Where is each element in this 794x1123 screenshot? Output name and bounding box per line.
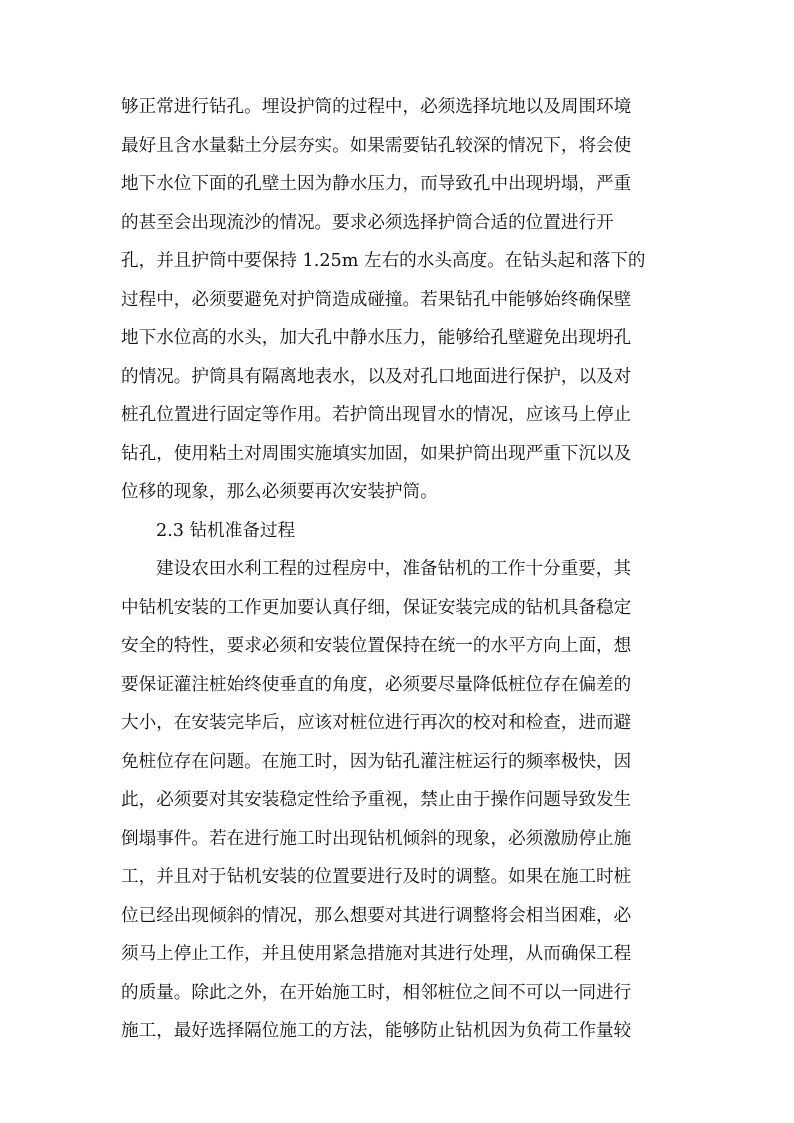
text-line: 地下水位高的水头，加大孔中静水压力，能够给孔壁避免出现坍孔: [121, 328, 632, 348]
text-line: 过程中，必须要避免对护筒造成碰撞。若果钻孔中能够始终确保壁: [121, 289, 632, 310]
text-line: 位已经出现倾斜的情况，那么想要对其进行调整将会相当困难，必: [121, 905, 632, 926]
text-line: 钻孔，使用粘土对周围实施填实加固，如果护筒出现严重下沉以及: [121, 443, 632, 464]
section-heading: 2.3 钻机准备过程: [156, 520, 296, 541]
text-line: 工，并且对于钻机安装的位置要进行及时的调整。如果在施工时桩: [121, 867, 632, 887]
text-line: 须马上停止工作，并且使用紧急措施对其进行处理，从而确保工程: [121, 944, 632, 964]
text-line: 此，必须要对其安装稳定性给予重视，禁止由于操作问题导致发生: [121, 790, 632, 810]
text-line: 地下水位下面的孔壁土因为静水压力，而导致孔中出现坍塌，严重: [121, 174, 632, 194]
text-line: 安全的特性，要求必须和安装位置保持在统一的水平方向上面，想: [121, 636, 632, 656]
text-line: 的情况。护筒具有隔离地表水，以及对孔口地面进行保护，以及对: [121, 366, 632, 387]
text-line: 位移的现象，那么必须要再次安装护筒。: [121, 482, 438, 502]
text-line: 要保证灌注桩始终使垂直的角度，必须要尽量降低桩位存在偏差的: [121, 674, 632, 695]
text-line: 最好且含水量黏土分层夯实。如果需要钻孔较深的情况下，将会使: [121, 135, 632, 156]
text-line: 免桩位存在问题。在施工时，因为钻孔灌注桩运行的频率极快，因: [121, 751, 632, 772]
body-text: [121, 88, 681, 1051]
text-line: 倒塌事件。若在进行施工时出现钻机倾斜的现象，必须激励停止施: [121, 828, 632, 849]
text-line: 中钻机安装的工作更加要认真仔细，保证安装完成的钻机具备稳定: [121, 597, 632, 618]
text-line: 够正常进行钻孔。埋设护筒的过程中，必须选择坑地以及周围环境: [121, 97, 632, 117]
text-line: 的甚至会出现流沙的情况。要求必须选择护筒合适的位置进行开: [121, 212, 614, 233]
text-line: 建设农田水利工程的过程房中，准备钻机的工作十分重要，其: [156, 559, 632, 579]
text-line: 大小，在安装完毕后，应该对桩位进行再次的校对和检查，进而避: [121, 713, 632, 733]
text-line: 施工，最好选择隔位施工的方法，能够防止钻机因为负荷工作量较: [121, 1021, 632, 1041]
text-line: 的质量。除此之外，在开始施工时，相邻桩位之间不可以一同进行: [121, 982, 632, 1003]
text-line: 桩孔位置进行固定等作用。若护筒出现冒水的情况，应该马上停止: [121, 405, 632, 425]
text-line: 孔，并且护筒中要保持 1.25m 左右的水头高度。在钻头起和落下的: [121, 251, 646, 271]
